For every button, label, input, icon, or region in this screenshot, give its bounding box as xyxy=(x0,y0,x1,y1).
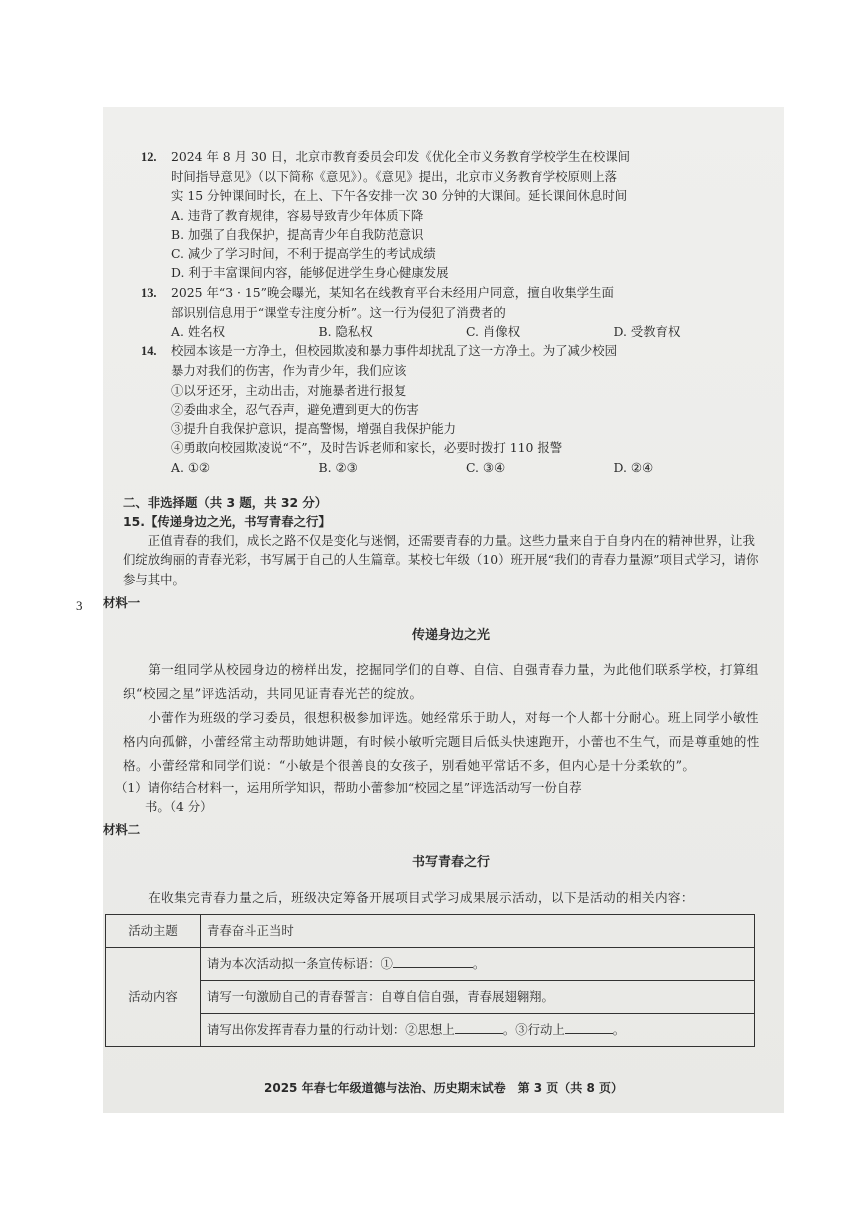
material-1-paragraph: 小蕾作为班级的学习委员，很想积极参加评选。她经常乐于助人，对每一个人都十分耐心。班上同学小敏性格内向孤僻，小蕾经常主动帮助她讲题，有时候小敏听完题目后低头快速跑开，小蕾也不生气，而是尊重她的性格。小蕾经常和同学们说：“小敏是个很善良的女孩子，别看她平常话不多，但内心是十分柔软的”。 xyxy=(123,710,760,773)
sub-question-1: （1）请你结合材料一，运用所学知识，帮助小蕾参加“校园之星”评选活动写一份自荐 xyxy=(115,779,582,795)
activity-table xyxy=(105,914,755,1047)
option-b: B. 加强了自我保护，提高青少年自我防范意识 xyxy=(171,226,424,242)
question-number: 13. xyxy=(141,285,157,300)
period: 。 xyxy=(472,955,486,971)
question-15-title: 15.【传递身边之光，书写青春之行】 xyxy=(123,513,331,529)
plan-prompt-2: 。③行动上 xyxy=(502,1021,565,1037)
exam-sheet xyxy=(103,107,784,1113)
question-stem-line: 2025 年“3 · 15”晚会曝光，某知名在线教育平台未经用户同意，擅自收集学生面 xyxy=(171,284,614,300)
slogan-row xyxy=(201,947,755,980)
question-stem-line: 暴力对我们的伤害，作为青少年，我们应该 xyxy=(171,363,407,379)
material-2-title: 书写青春之行 xyxy=(411,855,490,871)
oath-row: 请写一句激励自己的青春誓言：自尊自信自强，青春展翅翱翔。 xyxy=(201,980,755,1013)
period: 。 xyxy=(612,1021,626,1037)
theme-value: 青春奋斗正当时 xyxy=(201,914,755,947)
option-b: B. 隐私权 xyxy=(318,323,373,339)
question-stem-line: 2024 年 8 月 30 日，北京市教育委员会印发《优化全市义务教育学校学生在校课间 xyxy=(171,149,630,164)
side-page-number: 3 xyxy=(76,598,83,613)
plan-prompt: 请写出你发挥青春力量的行动计划：②思想上 xyxy=(207,1021,455,1037)
material-2-intro: 在收集完青春力量之后，班级决定筹备开展项目式学习成果展示活动，以下是活动的相关内容： xyxy=(148,889,694,905)
option-d: D. 受教育权 xyxy=(613,323,681,339)
option-c: C. ③④ xyxy=(466,459,506,475)
question-number: 14. xyxy=(141,344,157,359)
question-13 xyxy=(141,283,761,342)
question-12 xyxy=(141,147,761,283)
option-c: C. 减少了学习时间，不利于提高学生的考试成绩 xyxy=(171,246,436,262)
option-a: A. 姓名权 xyxy=(171,323,225,339)
answer-blank[interactable] xyxy=(393,955,473,968)
material-1-paragraph: 第一组同学从校园身边的榜样出发，挖掘同学们的自尊、自信、自强青春力量，为此他们联系学校，打算组织“校园之星”评选活动，共同见证青春光芒的绽放。 xyxy=(123,662,759,702)
material-2-label: 材料二 xyxy=(103,822,141,838)
option-a: A. 违背了教育规律，容易导致青少年体质下降 xyxy=(171,207,424,223)
slogan-prompt: 请为本次活动拟一条宣传标语：① xyxy=(207,955,393,971)
question-14 xyxy=(141,341,761,477)
statement-item: ①以牙还牙，主动出击，对施暴者进行报复 xyxy=(171,382,407,398)
option-a: A. ①② xyxy=(171,459,211,475)
question-15-intro: 正值青春的我们，成长之路不仅是变化与迷惘，还需要青春的力量。这些力量来自于自身内在的精神世界，让我们绽放绚丽的青春光彩，书写属于自己的人生篇章。某校七年级（10）班开展“我们的青春力量源”项目式学习，请你参与其中。 xyxy=(123,533,759,587)
question-stem-line: 部识别信息用于“课堂专注度分析”。这一行为侵犯了消费者的 xyxy=(171,304,506,320)
statement-item: ②委曲求全，忍气吞声，避免遭到更大的伤害 xyxy=(171,401,419,417)
theme-label: 活动主题 xyxy=(106,914,201,947)
options-row xyxy=(141,458,761,477)
exam-content xyxy=(103,147,761,1047)
page-footer: 2025 年春七年级道德与法治、历史期末试卷 第 3 页（共 8 页） xyxy=(264,1081,623,1095)
plan-row xyxy=(201,1013,755,1046)
material-1-label: 材料一 xyxy=(103,594,141,610)
question-stem-line: 校园本该是一方净土，但校园欺凌和暴力事件却扰乱了这一方净土。为了减少校园 xyxy=(171,343,618,359)
section-heading: 二、非选择题（共 3 题，共 32 分） xyxy=(123,494,328,510)
answer-blank[interactable] xyxy=(565,1021,613,1034)
table-row xyxy=(106,914,755,947)
material-1-title: 传递身边之光 xyxy=(411,628,490,644)
table-row xyxy=(106,980,755,1013)
option-b: B. ②③ xyxy=(318,459,358,475)
option-d: D. ②④ xyxy=(613,459,654,475)
table-row xyxy=(106,1013,755,1046)
sub-question-1-cont: 书。（4 分） xyxy=(145,799,213,814)
question-stem-line: 实 15 分钟课间时长，在上、下午各安排一次 30 分钟的大课间。延长课间休息时间 xyxy=(171,188,628,204)
content-label: 活动内容 xyxy=(106,947,201,1046)
question-number: 12. xyxy=(141,150,157,164)
table-row xyxy=(106,947,755,980)
question-stem-line: 时间指导意见》（以下简称《意见》）。《意见》提出，北京市义务教育学校原则上落 xyxy=(171,169,618,185)
statement-item: ④勇敢向校园欺凌说“不”，及时告诉老师和家长，必要时拨打 110 报警 xyxy=(171,440,563,456)
option-c: C. 肖像权 xyxy=(466,323,521,339)
statement-item: ③提升自我保护意识，提高警惕，增强自我保护能力 xyxy=(171,421,456,437)
options-row xyxy=(141,322,761,341)
option-d: D. 利于丰富课间内容，能够促进学生身心健康发展 xyxy=(171,265,449,281)
answer-blank[interactable] xyxy=(455,1021,503,1034)
